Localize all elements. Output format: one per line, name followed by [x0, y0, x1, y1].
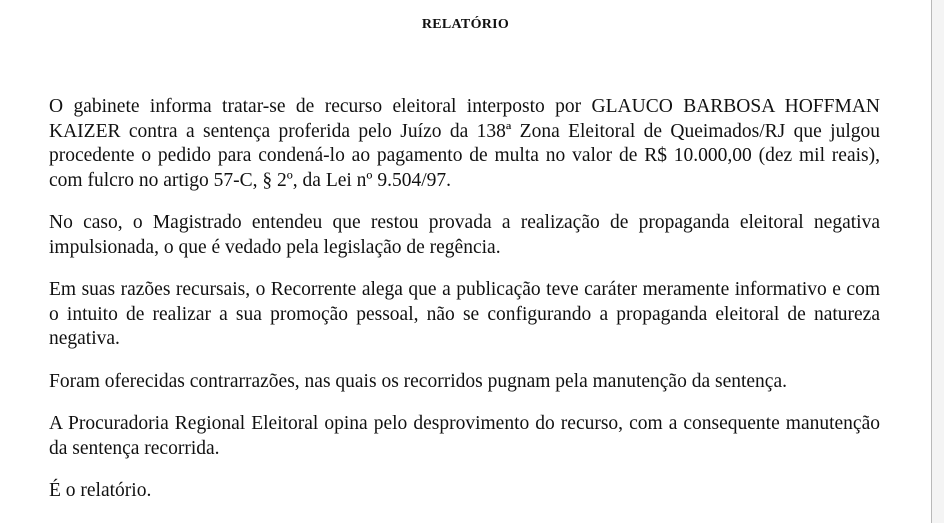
paragraph-closing: É o relatório.	[49, 480, 152, 501]
document-title: RELATÓRIO	[421, 17, 510, 32]
paragraph-appeal-reasons: Em suas razões recursais, o Recorrente alega que a publicação teve caráter meramente informativo e com o intuito de realizar a sua promoção pessoal, não se configurando a propaganda eleitoral de natureza negativa.	[49, 279, 880, 349]
document-body	[49, 95, 880, 522]
page-gutter	[932, 0, 944, 523]
paragraph-counter-arguments: Foram oferecidas contrarrazões, nas quais os recorridos pugnam pela manutenção da sentença.	[49, 370, 787, 392]
paragraph-prosecutor-opinion: A Procuradoria Regional Eleitoral opina pelo desprovimento do recurso, com a consequente manutenção da sentença recorrida.	[49, 413, 880, 459]
paragraph-summary: O gabinete informa tratar-se de recurso eleitoral interposto por GLAUCO BARBOSA HOFFMAN KAIZER contra a sentença proferida pelo Juízo da 138ª Zona Eleitoral de Queimados/RJ que julgou procedente o pedido para condená-lo ao pagamento de multa no valor de R$ 10.000,00 (dez mil reais), com fulcro no artigo 57-C, § 2º, da Lei nº 9.504/97.	[49, 96, 880, 191]
paragraph-magistrate-decision: No caso, o Magistrado entendeu que restou provada a realização de propaganda eleitoral negativa impulsionada, o que é vedado pela legislação de regência.	[49, 212, 880, 258]
